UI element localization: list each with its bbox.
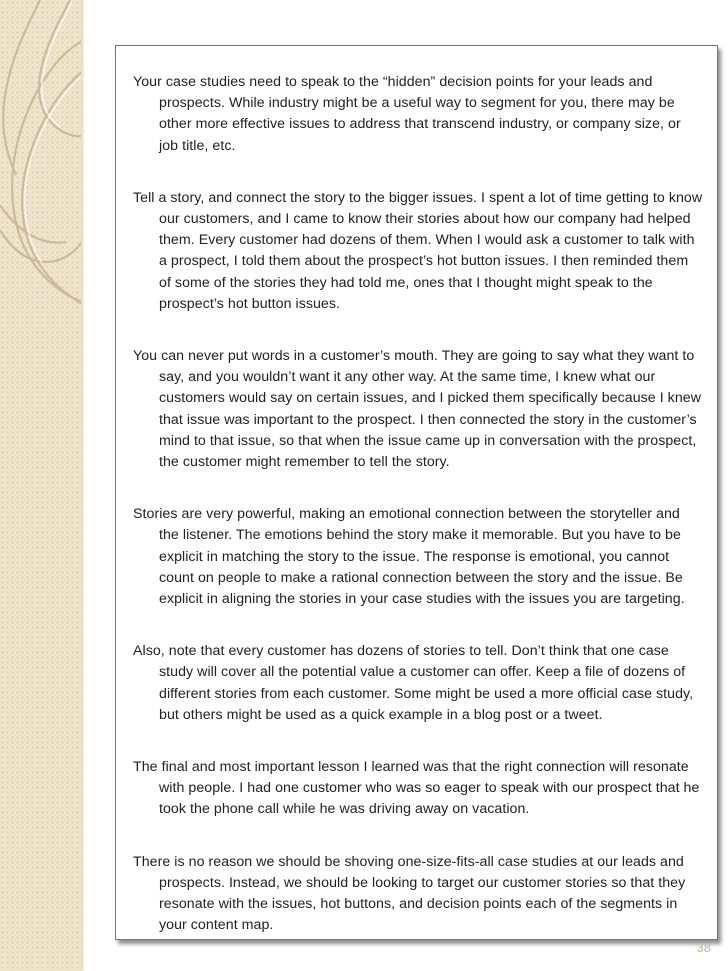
decorative-side-strip (0, 0, 84, 971)
paragraph: Stories are very powerful, making an emotional connection between the storyteller and the listener. The emotions behind the story make it memorable. But you have to be explicit in matching the story to the issue. The response is emotional, you cannot count on people to make a rational connection between the story and the issue. Be explicit in aligning the stories in your case studies with the issues you are targeting. (133, 506, 685, 608)
page-number: 38 (696, 940, 711, 955)
strip-edge (81, 0, 84, 971)
decorative-swirl (0, 0, 84, 330)
paragraph: Your case studies need to speak to the “hidden” decision points for your leads and prospects. While industry might be a useful way to segment for you, there may be other more effective issues to address that transcend industry, or company size, or job title, etc. (133, 74, 681, 154)
paragraph: Tell a story, and connect the story to the bigger issues. I spent a lot of time getting to know our customers, and I came to know their stories about how our company had helped them. Every customer had dozens of them. When I would ask a customer to talk with a prospect, I told them about the prospect’s hot button issues. I then reminded them of some of the stories they had told me, ones that I thought might speak to the prospect’s hot button issues. (133, 189, 703, 312)
paragraph: The final and most important lesson I learned was that the right connection will resonate with people. I had one customer who was so eager to speak with our prospect that he took the phone call while he was driving away on vacation. (133, 759, 700, 818)
paragraph: Also, note that every customer has dozens of stories to tell. Don’t think that one case study will cover all the potential value a customer can offer. Keep a file of dozens of different stories from each customer. Some might be used a more official case study, but others might be used as a quick example in a blog post or a tweet. (133, 643, 694, 723)
document-body (133, 72, 703, 968)
paragraph: There is no reason we should be shoving one-size-fits-all case studies at our leads and prospects. Instead, we should be looking to target our customer stories so that they resonate with the issues, hot buttons, and decision points each of the segments in your content map. (133, 853, 686, 934)
paragraph: You can never put words in a customer’s mouth. They are going to say what they want to say, and you wouldn’t want it any other way. At the same time, I knew what our customers would say on certain issues, and I picked them specifically because I knew that issue was important to the prospect. I then connected the story in the customer’s mind to that issue, so that when the issue came up in conversation with the prospect, the customer might remember to tell the story. (133, 348, 702, 471)
